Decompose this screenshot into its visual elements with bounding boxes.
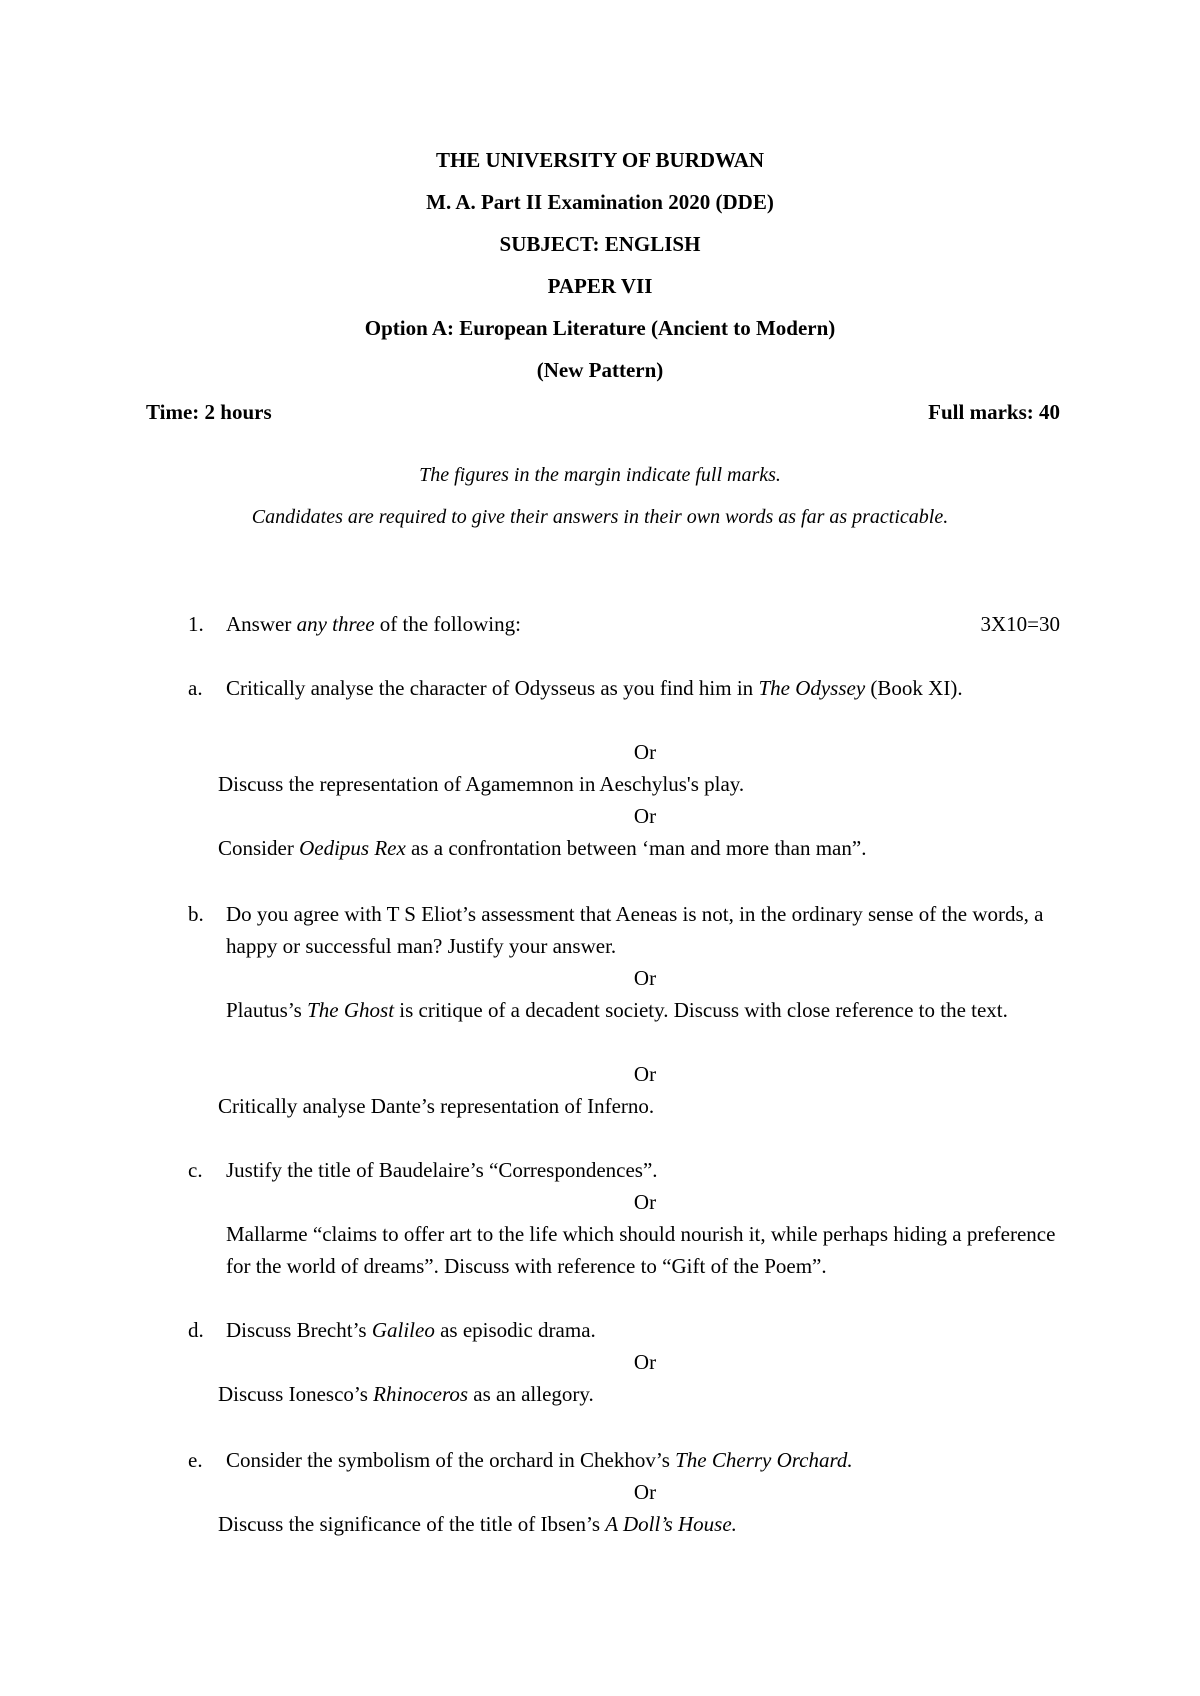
question-instruction-pre: Answer: [226, 612, 297, 636]
item-e-q2-em: A Doll’s House.: [605, 1512, 737, 1536]
item-c-question-1: Justify the title of Baudelaire’s “Correspondences”.: [226, 1158, 658, 1182]
or-separator: Or: [633, 740, 657, 764]
instruction-marks: The figures in the margin indicate full marks.: [419, 464, 781, 486]
instruction-own-words: Candidates are required to give their answers in their own words as far as practicable.: [251, 506, 949, 528]
item-d-q2-pre: Discuss Ionesco’s: [218, 1382, 374, 1406]
university-name: THE UNIVERSITY OF BURDWAN: [435, 148, 765, 172]
or-separator: Or: [633, 1062, 657, 1086]
exam-title: M. A. Part II Examination 2020 (DDE): [426, 190, 774, 214]
item-b-q2-pre: Plautus’s: [226, 998, 308, 1022]
item-c-question-2: Mallarme “claims to offer art to the life which should nourish it, while perhaps hiding a preference for the world of dreams”. Discuss with reference to “Gift of the Poem”.: [226, 1222, 1056, 1278]
item-a-q3-post: as a confrontation between ‘man and more than man”.: [405, 836, 867, 860]
item-a-q1-post: (Book XI).: [865, 676, 963, 700]
item-a-question-3: [218, 836, 866, 861]
item-b-label: b.: [188, 902, 204, 926]
subject-title: SUBJECT: ENGLISH: [499, 232, 701, 256]
item-e-label: e.: [188, 1448, 203, 1472]
item-d-q1-em: Galileo: [371, 1318, 435, 1342]
item-d-q2-em: Rhinoceros: [373, 1382, 469, 1406]
item-b-question-3: Critically analyse Dante’s representation of Inferno.: [218, 1094, 655, 1118]
item-a-question-2: Discuss the representation of Agamemnon in Aeschylus's play.: [218, 772, 745, 796]
full-marks-label: Full marks: 40: [928, 400, 1060, 424]
or-separator: Or: [633, 1350, 657, 1374]
item-a-q1-em: The Odyssey: [758, 676, 866, 700]
item-d-q2-post: as an allegory.: [468, 1382, 594, 1406]
or-separator: Or: [633, 1190, 657, 1214]
item-a-label: a.: [188, 676, 203, 700]
or-separator: Or: [633, 966, 657, 990]
item-e-q1-pre: Consider the symbolism of the orchard in Chekhov’s: [226, 1448, 676, 1472]
item-d-question-2: [218, 1382, 594, 1407]
item-b-q2-em: The Ghost: [307, 998, 395, 1022]
item-d-q1-pre: Discuss Brecht’s: [226, 1318, 372, 1342]
or-separator: Or: [633, 1480, 657, 1504]
item-d-q1-post: as episodic drama.: [434, 1318, 596, 1342]
item-b-question-1: Do you agree with T S Eliot’s assessment that Aeneas is not, in the ordinary sense of the words, a happy or successful man? Justify your answer.: [226, 902, 1044, 958]
pattern-title: (New Pattern): [536, 358, 664, 382]
item-e-question-1: [226, 1448, 853, 1473]
item-a-q3-em: Oedipus Rex: [299, 836, 406, 860]
question-number: 1.: [188, 612, 204, 636]
question-marks: 3X10=30: [980, 612, 1060, 636]
item-c-label: c.: [188, 1158, 203, 1182]
or-separator: Or: [633, 804, 657, 828]
item-a-question-1: [226, 672, 1062, 704]
item-e-q1-em: The Cherry Orchard.: [675, 1448, 853, 1472]
item-d-question-1: [226, 1318, 596, 1343]
item-b-question-2: [226, 994, 1062, 1026]
paper-title: PAPER VII: [547, 274, 653, 298]
item-e-question-2: [218, 1512, 737, 1537]
question-instruction-em: any three: [296, 612, 375, 636]
item-a-q3-pre: Consider: [218, 836, 300, 860]
item-d-label: d.: [188, 1318, 204, 1342]
question-instruction: [226, 612, 521, 637]
item-e-q2-pre: Discuss the significance of the title of Ibsen’s: [218, 1512, 606, 1536]
option-title: Option A: European Literature (Ancient to Modern): [364, 316, 836, 340]
item-b-q2-post: is critique of a decadent society. Discuss with close reference to the text.: [394, 998, 1008, 1022]
question-instruction-post: of the following:: [374, 612, 521, 636]
item-a-q1-pre: Critically analyse the character of Odysseus as you find him in: [226, 676, 759, 700]
time-label: Time: 2 hours: [146, 400, 272, 424]
